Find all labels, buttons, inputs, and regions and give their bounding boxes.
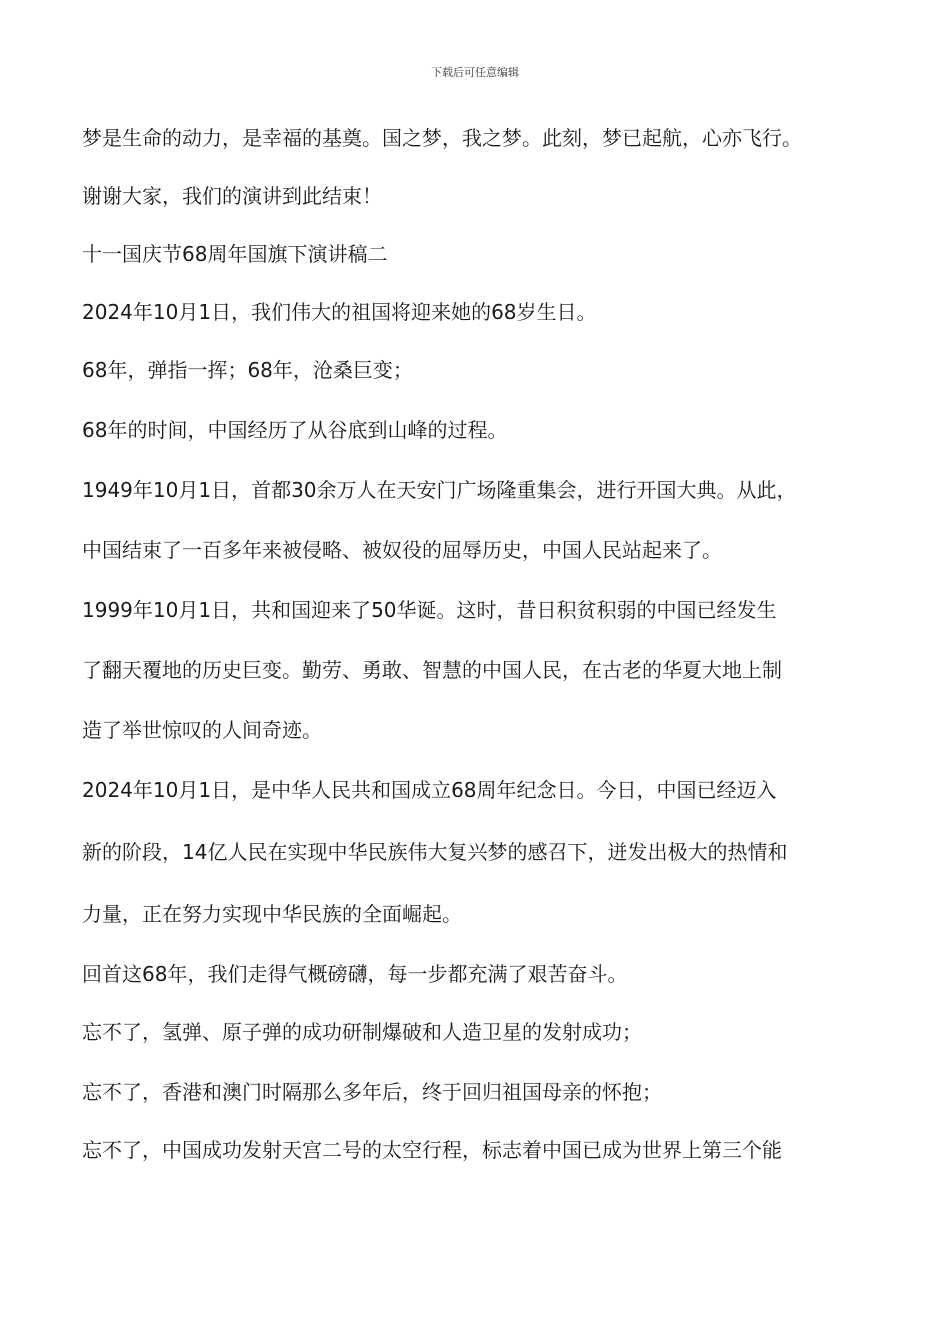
paragraph-line: 造了举世惊叹的人间奇迹。: [82, 718, 322, 742]
paragraph-line: 了翻天覆地的历史巨变。勤劳、勇敢、智慧的中国人民，在古老的华夏大地上制: [82, 658, 782, 682]
paragraph-line: 2024年10月1日，我们伟大的祖国将迎来她的68岁生日。: [82, 300, 597, 324]
paragraph-line: 2024年10月1日，是中华人民共和国成立68周年纪念日。今日，中国已经迈入: [82, 778, 777, 802]
paragraph-line: 回首这68年，我们走得气概磅礴，每一步都充满了艰苦奋斗。: [82, 962, 628, 986]
paragraph-line: 中国结束了一百多年来被侵略、被奴役的屈辱历史，中国人民站起来了。: [82, 538, 722, 562]
paragraph-line: 忘不了，氢弹、原子弹的成功研制爆破和人造卫星的发射成功；: [82, 1020, 642, 1044]
paragraph-line: 68年，弹指一挥；68年，沧桑巨变；: [82, 358, 413, 382]
section-title: 十一国庆节68周年国旗下演讲稿二: [82, 242, 388, 266]
paragraph-line: 1949年10月1日，首都30余万人在天安门广场隆重集会，进行开国大典。从此，: [82, 478, 797, 502]
paragraph-line: 梦是生命的动力，是幸福的基奠。国之梦，我之梦。此刻，梦已起航，心亦飞行。: [82, 126, 802, 150]
paragraph-line: 68年的时间，中国经历了从谷底到山峰的过程。: [82, 418, 508, 442]
paragraph-line: 忘不了，中国成功发射天宫二号的太空行程，标志着中国已成为世界上第三个能: [82, 1138, 782, 1162]
paragraph-line: 1999年10月1日，共和国迎来了50华诞。这时，昔日积贫积弱的中国已经发生: [82, 598, 777, 622]
page-header: 下载后可任意编辑: [431, 66, 519, 79]
paragraph-line: 忘不了，香港和澳门时隔那么多年后，终于回归祖国母亲的怀抱；: [82, 1080, 662, 1104]
paragraph-line: 谢谢大家，我们的演讲到此结束！: [82, 184, 382, 208]
paragraph-line: 力量，正在努力实现中华民族的全面崛起。: [82, 902, 462, 926]
paragraph-line: 新的阶段，14亿人民在实现中华民族伟大复兴梦的感召下，迸发出极大的热情和: [82, 840, 788, 864]
